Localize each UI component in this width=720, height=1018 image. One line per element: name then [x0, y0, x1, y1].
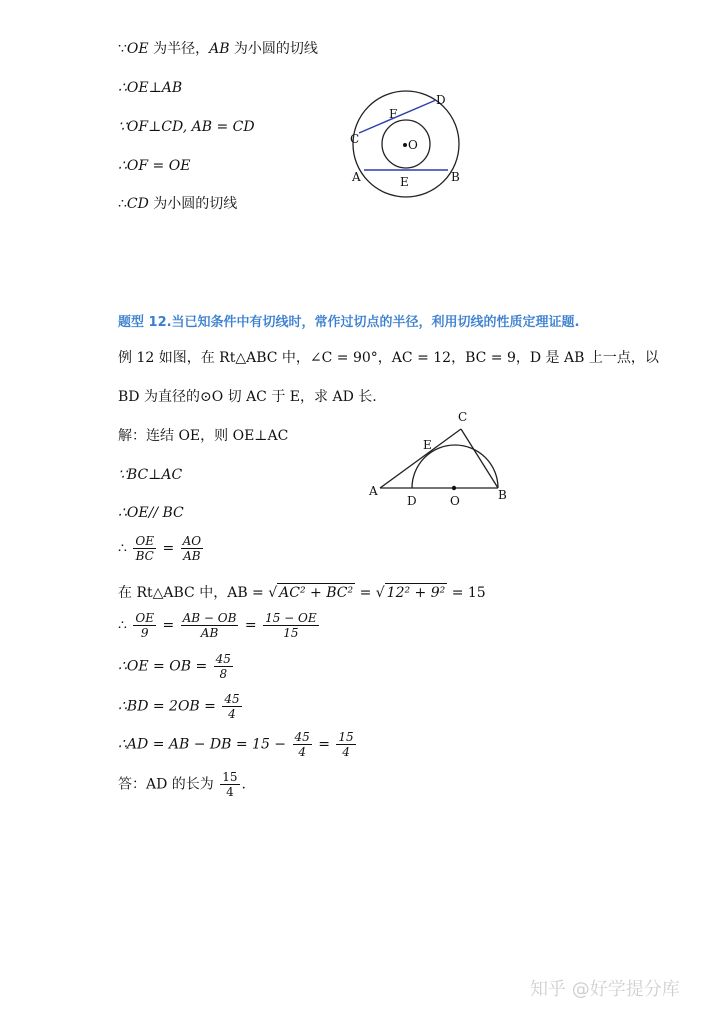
label-a: A [352, 170, 361, 184]
solution-line-8 [118, 692, 244, 721]
denominator: AB [200, 626, 219, 640]
side-ac [380, 429, 461, 488]
label-d: D [407, 494, 417, 508]
solution-line-9 [118, 730, 358, 759]
proof-line-5 [118, 195, 237, 213]
solution-line-5 [118, 583, 486, 602]
numerator: 15 [222, 770, 238, 784]
example-line-1: 例 12 如图，在 Rt△ABC 中，∠C = 90°，AC = 12，BC = 9，D 是 AB 上一点，以 [118, 350, 659, 366]
label-b: B [498, 488, 507, 502]
solution-line-6 [118, 611, 321, 640]
text: 为半径， [148, 41, 210, 57]
solution-line-7 [118, 652, 235, 681]
fraction-ao-ab [181, 534, 204, 563]
concentric-circles-diagram [340, 88, 470, 198]
numerator: 45 [224, 692, 240, 706]
numerator: 45 [294, 730, 310, 744]
denominator: 15 [283, 626, 299, 640]
solution-line-2: ∵BC⊥AC [118, 467, 183, 483]
equals: = [318, 736, 330, 753]
numerator: AO [182, 534, 202, 548]
therefore-symbol: ∴ [118, 540, 127, 557]
equals: = [244, 617, 257, 634]
numerator: 15 − OE [265, 611, 317, 625]
proof-line-1 [118, 40, 318, 58]
text: ∴BD = 2OB = [118, 698, 216, 715]
fraction [133, 611, 156, 640]
equals: = [162, 540, 175, 557]
result: = 15 [451, 585, 486, 601]
label-f: F [389, 107, 398, 121]
because-symbol: ∵ [118, 41, 127, 57]
label-e: E [423, 438, 432, 452]
denominator: 8 [219, 667, 228, 681]
equals: = [162, 617, 175, 634]
proof-line-3: ∵OF⊥CD, AB = CD [118, 119, 255, 135]
var-oe: OE [126, 41, 149, 57]
text: 答：AD 的长为 [118, 776, 214, 793]
text: 在 Rt△ABC 中，AB = [118, 585, 264, 601]
fraction [293, 730, 312, 759]
period: . [241, 776, 246, 793]
center-point [452, 486, 456, 490]
triangle-semicircle-diagram [365, 408, 515, 508]
var-ab: AB [209, 41, 230, 57]
text: 为小圆的切线 [229, 41, 318, 57]
fraction-oe-bc [133, 534, 156, 563]
solution-line-1: 解：连结 OE，则 OE⊥AC [118, 428, 289, 444]
denominator: BC [135, 549, 154, 563]
label-o: O [450, 494, 460, 508]
proof-line-4: ∴OF = OE [118, 158, 191, 174]
fraction [220, 770, 239, 799]
label-e: E [400, 175, 409, 189]
radicand: 12² + 9² [386, 585, 446, 601]
denominator: 4 [228, 707, 236, 721]
denominator: 4 [342, 745, 350, 759]
radicand: AC² + BC² [279, 585, 354, 601]
numerator: OE [135, 534, 154, 548]
fraction [214, 652, 233, 681]
answer-line [118, 770, 246, 799]
fraction [181, 611, 239, 640]
section-heading: 题型 12.当已知条件中有切线时，常作过切点的半径，利用切线的性质定理证题. [118, 315, 580, 330]
fraction [222, 692, 241, 721]
text: 为小圆的切线 [148, 196, 238, 212]
numerator: OE [135, 611, 154, 625]
therefore-symbol: ∴ [118, 617, 127, 634]
fraction [336, 730, 355, 759]
equals: = [359, 585, 372, 601]
text: ∴AD = AB − DB = 15 − [118, 736, 287, 753]
numerator: 45 [215, 652, 231, 666]
label-c: C [350, 132, 360, 146]
example-line-2: BD 为直径的⊙O 切 AC 于 E，求 AD 长. [118, 389, 377, 405]
denominator: 4 [226, 785, 234, 799]
side-bc [461, 429, 498, 488]
label-c: C [458, 410, 468, 424]
sqrt-symbol: √ [268, 585, 278, 601]
solution-line-3: ∴OE// BC [118, 505, 184, 521]
var-cd: CD [126, 196, 149, 212]
solution-line-4 [118, 534, 205, 563]
fraction [263, 611, 319, 640]
denominator: AB [183, 549, 201, 563]
text: ∴OE = OB = [118, 658, 208, 675]
numerator: AB − OB [182, 611, 237, 625]
denominator: 4 [298, 745, 306, 759]
sqrt-symbol: √ [375, 585, 385, 601]
label-b: B [451, 170, 460, 184]
watermark: 知乎 @好学提分库 [530, 979, 680, 1000]
therefore-symbol: ∴ [118, 196, 127, 212]
label-d: D [436, 93, 446, 107]
center-point [403, 143, 407, 147]
label-o: O [408, 138, 418, 152]
label-a: A [369, 484, 378, 498]
proof-line-2: ∴OE⊥AB [118, 80, 183, 96]
denominator: 9 [140, 626, 149, 640]
numerator: 15 [338, 730, 354, 744]
